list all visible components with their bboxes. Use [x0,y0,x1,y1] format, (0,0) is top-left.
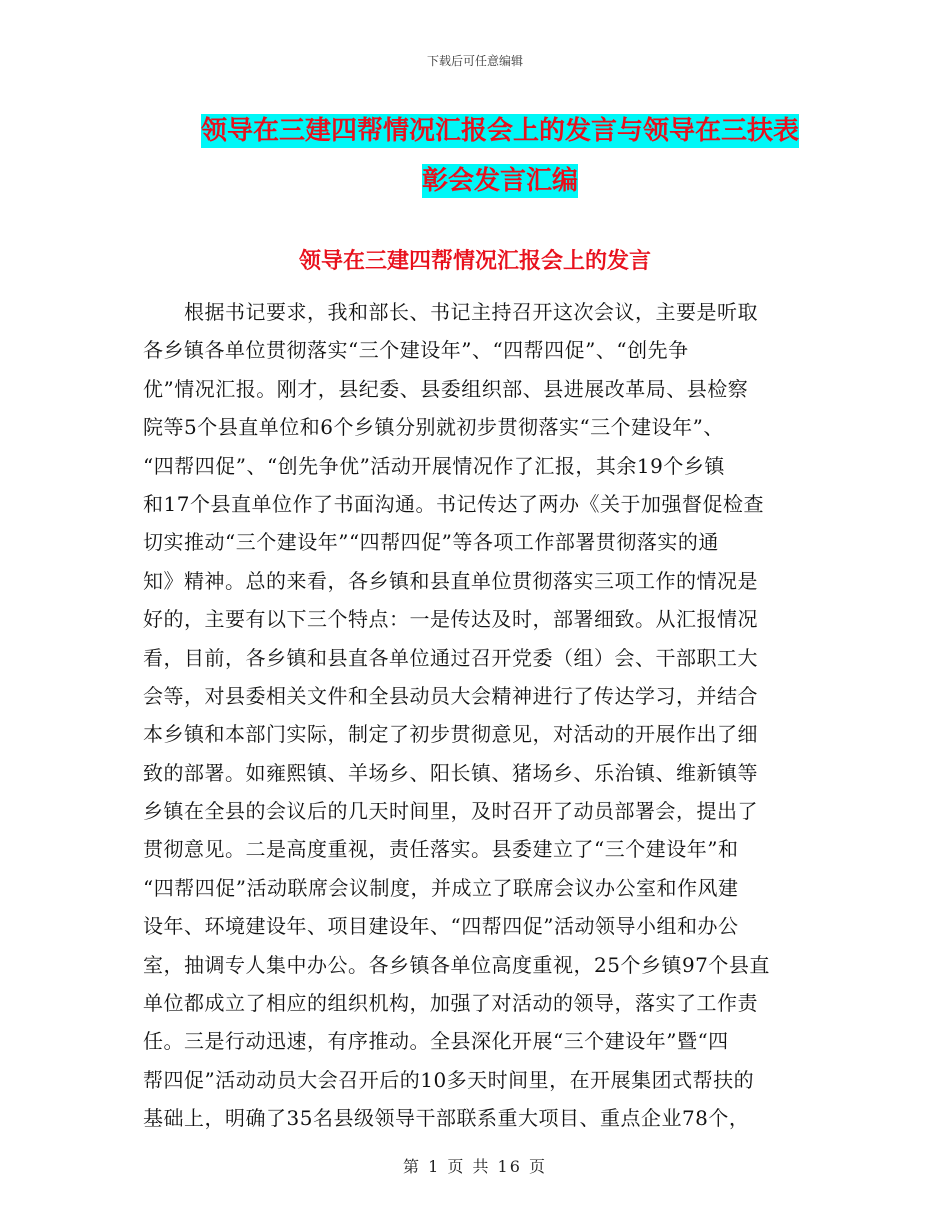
body-line: 看，目前，各乡镇和县直各单位通过召开党委（组）会、干部职工大 [143,645,758,670]
body-line: 致的部署。如雍熙镇、羊场乡、阳长镇、猪场乡、乐治镇、维新镇等 [143,760,758,785]
body-line: 室，抽调专人集中办公。各乡镇各单位高度重视，25个乡镇97个县直 [143,952,770,977]
body-line: “四帮四促”、“创先争优”活动开展情况作了汇报，其余19个乡镇 [143,453,725,478]
body-line: 基础上，明确了35名县级领导干部联系重大项目、重点企业78个， [143,1106,750,1131]
body-line: 根据书记要求，我和部长、书记主持召开这次会议，主要是听取 [143,300,758,324]
body-line: 设年、环境建设年、项目建设年、“四帮四促”活动领导小组和办公 [143,914,739,939]
body-paragraph [143,293,803,1138]
title-highlight-1: 领导在三建四帮情况汇报会上的发言与领导在三扶表 [200,116,799,146]
document-title-line-1 [140,106,860,156]
body-line: 会等，对县委相关文件和全县动员大会精神进行了传达学习，并结合 [143,683,758,708]
title-highlight-2: 彰会发言汇编 [421,166,578,196]
body-line: 优”情况汇报。刚才，县纪委、县委组织部、县进展改革局、县检察 [143,376,749,401]
body-line: 院等5个县直单位和6个乡镇分别就初步贯彻落实“三个建设年”、 [143,415,724,440]
body-line: 乡镇在全县的会议后的几天时间里，及时召开了动员部署会，提出了 [143,799,758,824]
page-footer: 第 1 页 共 16 页 [403,1157,547,1176]
body-line: 单位都成立了相应的组织机构，加强了对活动的领导，落实了工作责 [143,991,758,1016]
body-line: 任。三是行动迅速，有序推动。全县深化开展“三个建设年”暨“四 [143,1029,729,1054]
document-title [140,106,860,206]
body-line: 切实推动“三个建设年”“四帮四促”等各项工作部署贯彻落实的通 [143,530,719,555]
header-note: 下载后可任意编辑 [426,54,523,68]
body-line: 和17个县直单位作了书面沟通。书记传达了两办《关于加强督促检查 [143,491,764,516]
section-title: 领导在三建四帮情况汇报会上的发言 [298,249,651,274]
body-line: 帮四促”活动动员大会召开后的10多天时间里，在开展集团式帮扶的 [143,1067,755,1092]
body-line: 各乡镇各单位贯彻落实“三个建设年”、“四帮四促”、“创先争 [143,338,689,363]
body-line: 本乡镇和本部门实际，制定了初步贯彻意见，对活动的开展作出了细 [143,722,758,747]
body-line: “四帮四促”活动联席会议制度，并成立了联席会议办公室和作风建 [143,875,739,900]
document-title-line-2 [140,156,860,206]
body-line: 好的，主要有以下三个特点：一是传达及时，部署细致。从汇报情况 [143,607,758,632]
body-line: 知》精神。总的来看，各乡镇和县直单位贯彻落实三项工作的情况是 [143,568,758,593]
body-line: 贯彻意见。二是高度重视，责任落实。县委建立了“三个建设年”和 [143,837,739,862]
